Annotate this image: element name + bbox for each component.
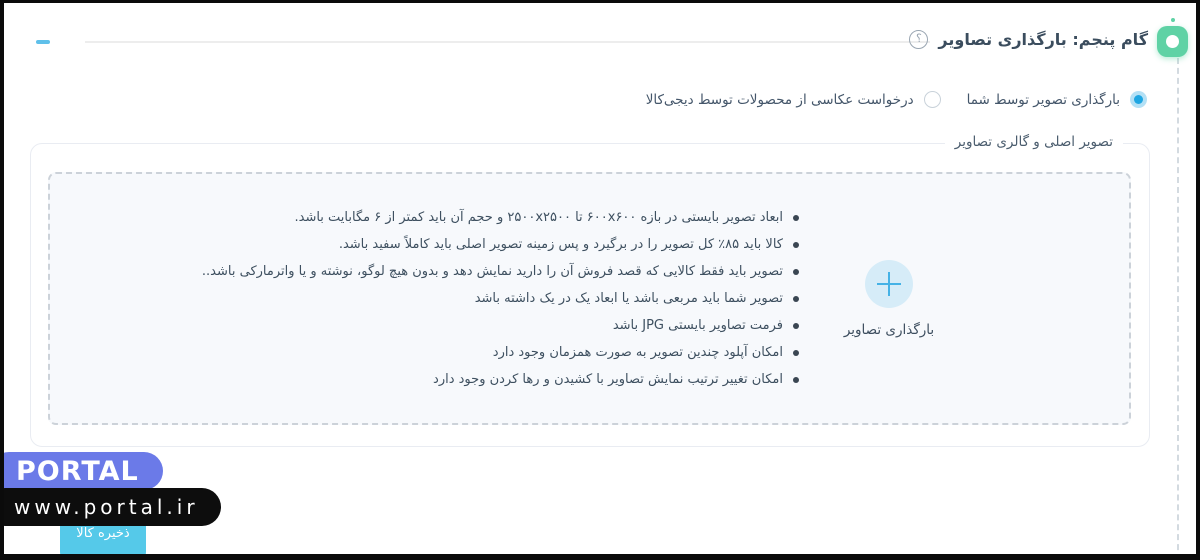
radio-option-upload-by-you[interactable] [967,91,1147,108]
radio-option-label: درخواست عکاسی از محصولات توسط دیجی‌کالا [645,91,914,108]
guideline-item: امکان آپلود چندین تصویر به صورت همزمان وجود دارد [50,339,799,366]
image-upload-dropzone[interactable] [48,172,1131,425]
guideline-item: تصویر شما باید مربعی باشد یا ابعاد یک در یک داشته باشد [50,285,799,312]
page-title: گام پنجم: بارگذاری تصاویر [938,30,1148,49]
bullet-dot-icon [793,377,799,383]
guideline-item: ابعاد تصویر بایستی در بازه ۶۰۰x۶۰۰ تا ۲۵۰۰x۲۵۰۰ و حجم آن باید کمتر از ۶ مگابایت باشد. [50,204,799,231]
bullet-dot-icon [793,269,799,275]
stepper-dashed-line [1177,58,1179,560]
header-divider [85,41,930,43]
gallery-card [30,134,1150,447]
upload-mode-radio-group [646,91,1147,108]
guideline-item: کالا باید ۸۵٪ کل تصویر را در برگیرد و پس زمینه تصویر اصلی باید کاملاً سفید باشد. [50,231,799,258]
gallery-legend: تصویر اصلی و گالری تصاویر [945,134,1123,150]
radio-unselected-icon[interactable] [924,91,941,108]
upload-label: بارگذاری تصاویر [843,321,935,338]
bullet-dot-icon [793,242,799,248]
bullet-dot-icon [793,350,799,356]
guideline-item: امکان تغییر ترتیب نمایش تصاویر با کشیدن و رها کردن وجود دارد [50,366,799,393]
guideline-item: فرمت تصاویر بایستی JPG باشد [50,312,799,339]
collapse-dash-icon[interactable] [36,40,50,44]
radio-option-photography-request[interactable] [646,91,941,108]
bullet-dot-icon [793,323,799,329]
radio-option-label: بارگذاری تصویر توسط شما [966,91,1120,108]
step-header [909,30,1148,49]
upload-guidelines-list [50,204,799,393]
bullet-dot-icon [793,215,799,221]
bullet-dot-icon [793,296,799,302]
guideline-item: تصویر باید فقط کالایی که قصد فروش آن را دارید نمایش دهد و بدون هیچ لوگو، نوشته و یا واترمارکی باشد.. [50,258,799,285]
help-icon[interactable]: ؟ [909,30,928,49]
portal-url-badge: www.portal.ir [0,488,221,526]
save-product-button[interactable]: ذخیره کالا [60,517,146,560]
radio-selected-icon[interactable] [1130,91,1147,108]
stepper-dot [1171,18,1175,22]
step-marker-icon [1157,26,1188,57]
portal-watermark-badge: PORTAL [0,452,163,490]
upload-widget[interactable] [799,260,1129,338]
add-image-button[interactable] [865,260,913,308]
